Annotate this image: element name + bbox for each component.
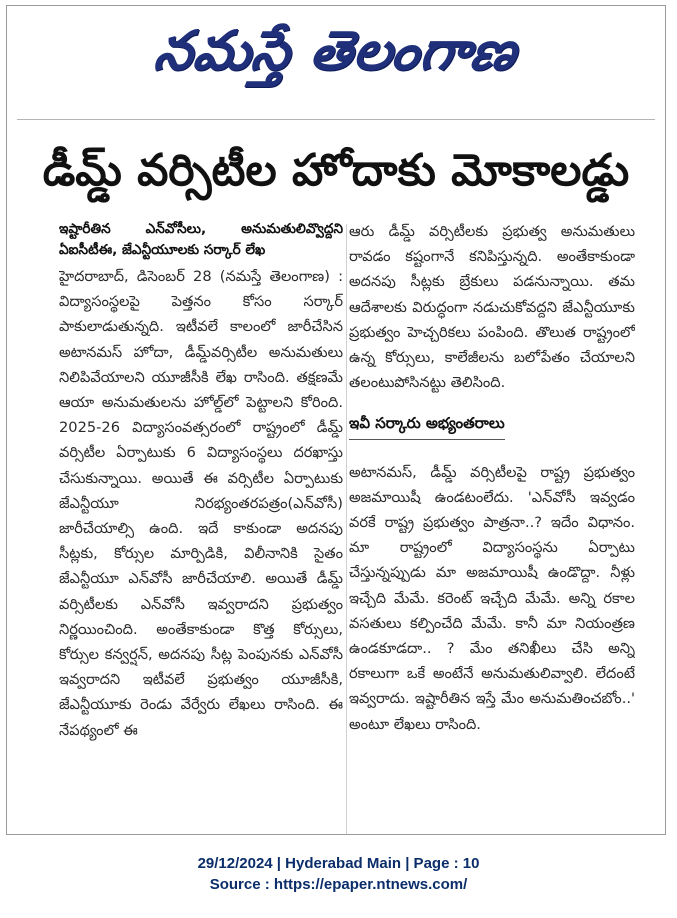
- article-body-right-2: అటానమస్, డీమ్డ్ వర్సిటీలపై రాష్ట్ర ప్రభుత్వం అజమాయిషీ ఉండటంలేదు. 'ఎన్‌వోసీ ఇవ్వడం వరకే రాష్ట్ర ప్రభుత్వం పాత్రనా..? ఇదేం విధానం. మా రాష్ట్రంలో విద్యాసంస్థను ఏర్పాటు చేస్తున్నప్పుడు మా అజమాయిషీ ఉండొద్దా. నీళ్లు ఇచ్చేది మేమే. కరెంట్ ఇచ్చేది మేమే. అన్ని రకాల వసతులు కల్పించేది మేమే. కానీ మా నియంత్రణ ఉండకూడదా.. ? మేం తనిఖీలు చేసి అన్ని రకాలుగా ఒకే అంటేనే అనుమతులివ్వాలి. లేదంటే ఇవ్వరాదు. ఇష్టారీతిన ఇస్తే మేం అనుమతించబోం..' అంటూ లేఖలు రాసింది.: [349, 463, 635, 733]
- article-subhead: ఇవీ సర్కారు అభ్యంతరాలు: [349, 411, 505, 439]
- masthead: [7, 12, 665, 90]
- article-headline: డీమ్డ్ వర్సిటీల హోదాకు మోకాలడ్డు: [42, 145, 630, 196]
- clipping-frame: [6, 5, 666, 835]
- column-divider: [346, 224, 347, 834]
- masthead-logo: నమస్తే తెలంగాణ: [150, 19, 522, 82]
- footer-source-link[interactable]: Source : https://epaper.ntnews.com/: [209, 876, 468, 893]
- article-column-right: [349, 219, 635, 839]
- masthead-rule: [17, 119, 655, 120]
- article-body-left: హైదరాబాద్, డిసెంబర్ 28 (నమస్తే తెలంగాణ) : విద్యాసంస్థలపై పెత్తనం కోసం సర్కార్ పాకులాడుతున్నది. ఇటీవలే కాలంలో జారీచేసిన అటానమస్ హోదా, డీమ్డ్‌వర్సిటీల అనుమతులు నిలిపివేయాలని యూజీసీకి లేఖ రాసింది. తక్షణమే ఆయా అనుమతులను హోల్డ్‌లో పెట్టాలని కోరింది. 2025-26 విద్యాసంవత్సరంలో రాష్ట్రంలో డీమ్డ్ వర్సిటీల ఏర్పాటుకు 6 విద్యాసంస్థలు దరఖాస్తు చేసుకున్నాయి. అయితే ఈ వర్సిటీల ఏర్పాటుకు జేఎన్టీయూ నిరభ్యంతరపత్రం(ఎన్‌వోసీ) జారీచేయాల్సి ఉంది. ఇదే కాకుండా అదనపు సీట్లకు, కోర్సుల మార్పిడికి, విలీనానికి సైతం జేఎన్టీయూ ఎన్‌వోసీ జారీచేయాలి. అయితే డీమ్డ్ వర్సిటీలకు ఎన్‌వోసీ ఇవ్వరాదని ప్రభుత్వం నిర్ణయించింది. అంతేకాకుండా కొత్త కోర్సులు, కోర్సుల కన్వర్షన్, అదనపు సీట్ల పెంపునకు ఎన్‌వోసీ ఇవ్వరాదని ఇటీవలే ప్రభుత్వం యూజీసీకి, జేఎన్టీయూకు రెండు వేర్వేరు లేఖలు రాసింది. ఈ నేపథ్యంలో ఈ: [59, 268, 343, 739]
- article-column-left: [59, 219, 343, 839]
- footer-edition-info: 29/12/2024 | Hyderabad Main | Page : 10: [197, 855, 480, 872]
- article-deck: ఇష్టారీతిన ఎన్‌వోసీలు, అనుమతులివ్వొద్దని ఏఐసీటీఈ, జేఎన్టీయూలకు సర్కార్ లేఖ: [59, 221, 343, 258]
- article-body-right-1: ఆరు డీమ్డ్ వర్సిటీలకు ప్రభుత్వ అనుమతులు రావడం కష్టంగానే కనిపిస్తున్నది. అంతేకాకుండా అదనపు సీట్లకు బ్రేకులు పడనున్నాయి. తమ ఆదేశాలకు విరుద్ధంగా నడుచుకోవద్దని జేఎన్టీయూకు ప్రభుత్వం హెచ్చరికలు పంపింది. తొలుత రాష్ట్రంలో ఉన్న కోర్సులు, కాలేజీలను బలోపేతం చేయాలని తలంటుపోసినట్టు తెలిసింది.: [349, 223, 635, 392]
